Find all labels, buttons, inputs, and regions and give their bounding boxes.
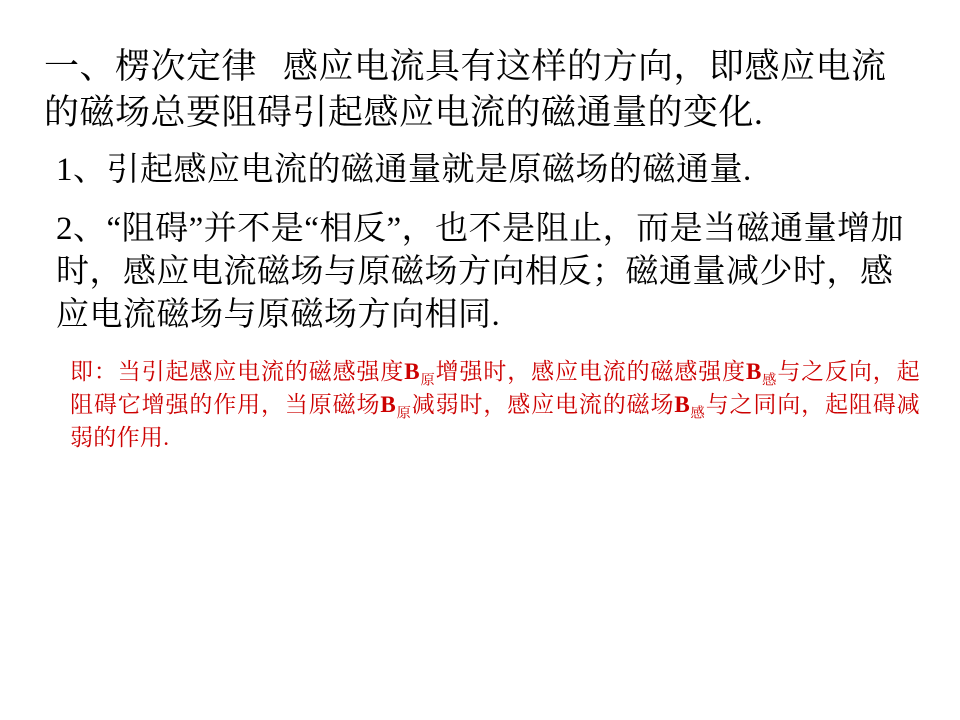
symbol-b-gan-1: B bbox=[745, 358, 762, 384]
law-heading-body: 感应电流具有这样的方向，即感应电流的磁场总要阻碍引起感应电流的磁通量的变化. bbox=[44, 47, 887, 132]
point-item-1: 1、引起感应电流的磁通量就是原磁场的磁通量. bbox=[56, 152, 752, 188]
point-item-2: 2、“阻碍”并不是“相反”，也不是阻止，而是当磁通量增加时，感应电流磁场与原磁场方向相反；磁通量减少时，感应电流磁场与原磁场方向相同. bbox=[56, 210, 905, 333]
symbol-b-yuan-1: B bbox=[404, 358, 420, 384]
subscript-yuan-1: 原 bbox=[419, 372, 436, 389]
red-note-text bbox=[70, 355, 920, 455]
note-segment-5: 与之同向，起阻碍减弱的作用. bbox=[70, 391, 920, 451]
note-segment-2: 增强时，感应电流的磁感强度 bbox=[435, 358, 746, 384]
symbol-b-yuan-2: B bbox=[380, 391, 397, 417]
note-segment-4: 减弱时，感应电流的磁场 bbox=[411, 391, 675, 417]
note-segment-3: 与之反向，起阻碍它增强的作用，当原磁场 bbox=[70, 358, 920, 417]
subscript-gan-2: 感 bbox=[689, 405, 706, 422]
symbol-b-gan-2: B bbox=[674, 391, 690, 417]
subscript-yuan-2: 原 bbox=[396, 405, 412, 422]
subscript-gan-1: 感 bbox=[761, 372, 778, 389]
note-segment-1: 即：当引起感应电流的磁感强度 bbox=[70, 358, 405, 384]
law-heading-prefix: 一、楞次定律 bbox=[44, 47, 258, 86]
law-heading bbox=[44, 44, 920, 135]
